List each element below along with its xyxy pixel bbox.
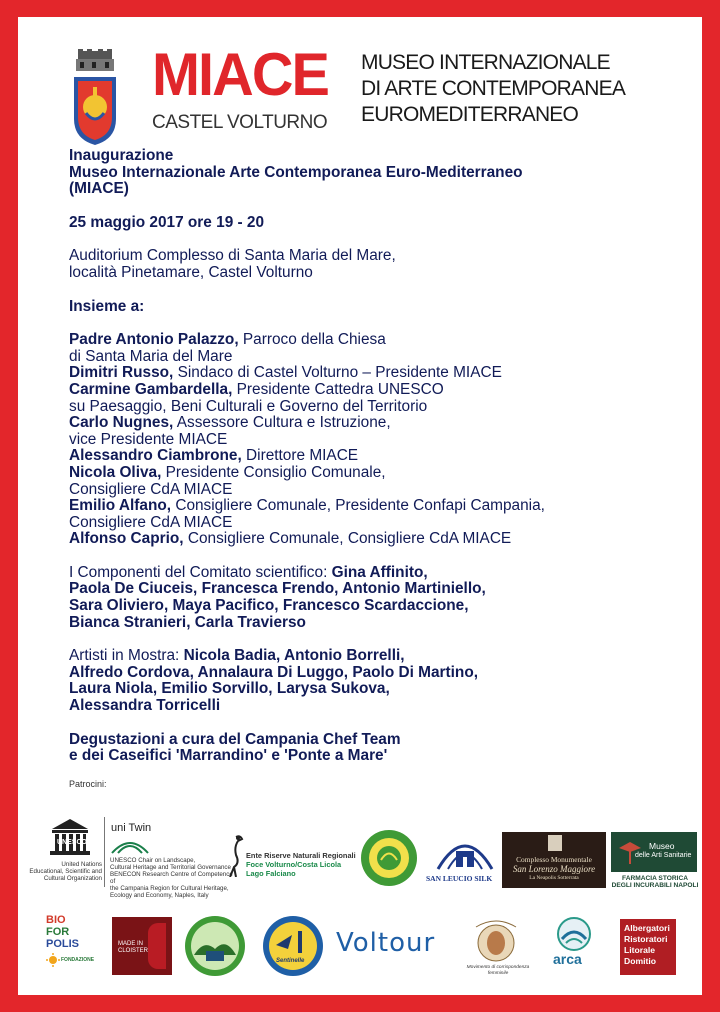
artists-line: Laura Niola, Emilio Sorvillo, Larysa Sukova, [69, 680, 390, 698]
flyer-sheet [18, 17, 702, 995]
guest-item: Carmine Gambardella, Presidente Cattedra UNESCO [69, 380, 444, 398]
unesco-temple-icon [48, 817, 92, 857]
heron-bird-icon [224, 833, 244, 877]
san-leucio-silk-logo [432, 829, 498, 873]
parco-regionale-logo [184, 915, 246, 977]
miace-logo: MIACE [152, 41, 329, 108]
san-leucio-label: SAN LEUCIO SILK [426, 874, 493, 883]
committee-block [69, 565, 689, 631]
unitwin-caption: UNESCO Chair on Landscape, Cultural Heritage and Territorial Governance BENECON Research Centre of Competence of the Campania Region for Cultural Heritage, Ecology and Economy, Naples, Italy [110, 857, 233, 899]
guest-item: Alessandro Ciambrone, Direttore MIACE [69, 447, 359, 465]
guest-item: Alfonso Caprio, Consigliere Comunale, Consigliere CdA MIACE [69, 530, 512, 548]
albergatori-logo: Albergatori Ristoratori Litorale Domitio [620, 919, 676, 975]
unesco-caption: United Nations Educational, Scientific and Cultural Organization [29, 861, 102, 882]
guest-item: Dimitri Russo, Sindaco di Castel Volturno – Presidente MIACE [69, 364, 502, 382]
sentinelle-logo [262, 915, 324, 977]
guest-item: Emilio Alfano, Consigliere Comunale, Presidente Confapi Campania, [69, 497, 545, 515]
guest-item-cont: su Paesaggio, Beni Culturali e Governo del Territorio [69, 397, 428, 415]
sun-icon [46, 953, 60, 967]
committee-line: Bianca Stranieri, Carla Travierso [69, 613, 306, 631]
guest-list [69, 332, 689, 548]
artists-line: Artisti in Mostra: Nicola Badia, Antonio Borrelli, [69, 647, 405, 665]
guest-item: Padre Antonio Palazzo, Parroco della Chiesa [69, 331, 386, 349]
artists-line: Alfredo Cordova, Annalaura Di Luggo, Paolo Di Martino, [69, 663, 479, 681]
unitwin-arcs-icon [110, 837, 150, 855]
unesco-word: UNESCO [57, 839, 87, 846]
invitation-text [69, 148, 689, 789]
guest-item-cont: Consigliere CdA MIACE [69, 480, 233, 498]
tasting-line: Degustazioni a cura del Campania Chef Team [69, 730, 401, 748]
complesso-san-lorenzo-logo: Complesso Monumentale San Lorenzo Maggiore La Neapolis Sotterrata [502, 832, 606, 888]
bioforpolis-logo: BIO FOR POLIS [46, 914, 80, 950]
museo-arti-sanitarie-logo: Museo delle Arti Sanitarie [611, 832, 697, 872]
event-date: 25 maggio 2017 ore 19 - 20 [69, 213, 265, 231]
arca-label: arca [553, 951, 582, 967]
guest-item: Carlo Nugnes, Assessore Cultura e Istruzione, [69, 414, 391, 432]
tasting-line: e dei Caseifici 'Marrandino' e 'Ponte a Mare' [69, 747, 388, 765]
venue-line: Auditorium Complesso di Santa Maria del Mare, [69, 247, 396, 265]
museum-title-line: DI ARTE CONTEMPORANEA [361, 77, 626, 100]
museum-title [361, 50, 625, 128]
guest-item-cont: vice Presidente MIACE [69, 430, 228, 448]
intro-line: (MIACE) [69, 180, 129, 198]
sentinelle-label: Sentinelle [276, 958, 305, 964]
patrocini-label: Patrocini: [69, 778, 107, 789]
movimento-label: Movimento di corrispondenza femminile [466, 965, 530, 976]
insieme-label: Insieme a: [69, 297, 145, 315]
committee-line: Paola De Ciuceis, Francesca Frendo, Antonio Martiniello, [69, 580, 486, 598]
artists-block [69, 648, 689, 714]
unitwin-logo: uni Twin [111, 822, 152, 834]
fondazione-label: FONDAZIONE [61, 957, 95, 963]
intro-line: Inaugurazione [69, 147, 174, 164]
riserve-text: Ente Riserve Naturali Regionali Foce Volturno/Costa Licola Lago Falciano [246, 851, 356, 878]
museum-title-line: MUSEO INTERNAZIONALE [361, 51, 610, 74]
voltour-logo: Voltour [336, 928, 436, 958]
venue-line: località Pinetamare, Castel Volturno [69, 263, 313, 281]
committee-line: I Componenti del Comitato scientifico: Gina Affinito, [69, 563, 428, 581]
guest-item-cont: Consigliere CdA MIACE [69, 513, 233, 531]
museum-title-line: EUROMEDITERRANEO [361, 103, 579, 126]
farmacia-storica-label: FARMACIA STORICA DEGLI INCURABILI NAPOLI [611, 875, 699, 890]
guest-item: Nicola Oliva, Presidente Consiglio Comunale, [69, 463, 386, 481]
movimento-corrispondenza-logo [470, 919, 522, 963]
artists-line: Alessandra Torricelli [69, 697, 221, 715]
miace-logo-subtitle: CASTEL VOLTURNO [152, 112, 328, 133]
made-in-cloister-logo: MADE IN CLOISTER [112, 917, 172, 975]
committee-line: Sara Oliviero, Maya Pacifico, Francesco Scardaccione, [69, 597, 469, 615]
green-seal-logo [360, 829, 418, 887]
guest-item-cont: di Santa Maria del Mare [69, 347, 233, 365]
intro-line: Museo Internazionale Arte Contemporanea Euro-Mediterraneo [69, 163, 523, 181]
castel-volturno-crest-icon [72, 49, 118, 145]
arca-logo-icon [556, 917, 592, 951]
